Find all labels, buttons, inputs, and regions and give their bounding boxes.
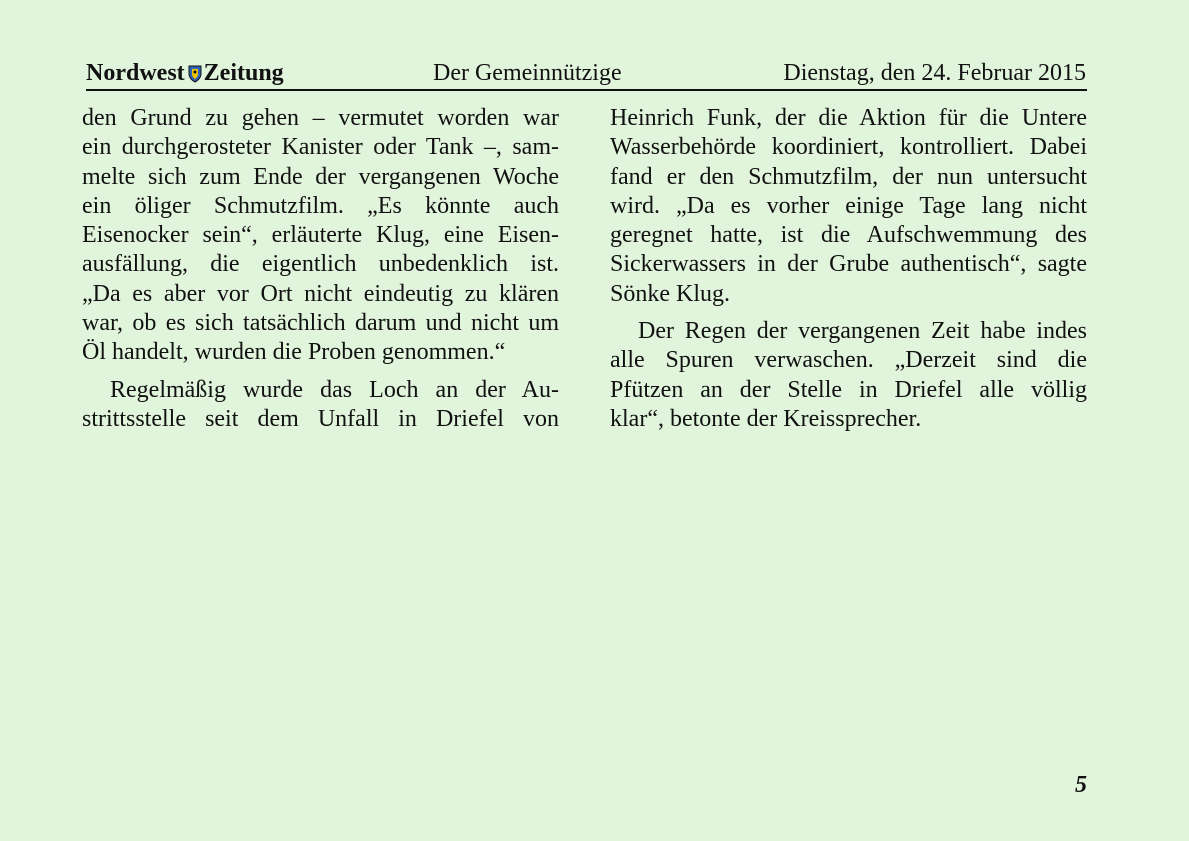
text-line: geregnet hatte, ist die Aufschwemmung des — [610, 222, 1087, 249]
paragraph — [82, 376, 559, 435]
header-divider — [86, 89, 1087, 91]
text-line: „Da es aber vor Ort nicht eindeutig zu klären — [82, 280, 559, 307]
text-line: Sönke Klug. — [610, 280, 730, 307]
text-line: Eisenocker sein“, erläuterte Klug, eine Eisen- — [82, 222, 559, 249]
text-line: Öl handelt, wurden die Proben genommen.“ — [82, 339, 506, 366]
text-line: ein öliger Schmutzfilm. „Es könnte auch — [82, 192, 559, 219]
text-line: Pfützen an der Stelle in Driefel alle völlig — [610, 376, 1087, 403]
coat-of-arms-icon — [188, 61, 202, 91]
text-line: Sickerwassers in der Grube authentisch“, sagte — [610, 251, 1087, 278]
paragraph — [610, 104, 1087, 309]
text-line: Heinrich Funk, der die Aktion für die Untere — [610, 105, 1087, 131]
text-column-left — [82, 104, 559, 434]
text-line: Regelmäßig wurde das Loch an der Au- — [110, 376, 559, 403]
text-line: Wasserbehörde koordiniert, kontrolliert. Dabei — [610, 134, 1087, 161]
text-column-right — [610, 104, 1087, 434]
issue-date: Dienstag, den 24. Februar 2015 — [783, 60, 1086, 86]
text-line: ausfällung, die eigentlich unbedenklich ist. — [82, 251, 559, 278]
text-line: klar“, betonte der Kreissprecher. — [610, 405, 922, 432]
text-line: wird. „Da es vorher einige Tage lang nicht — [610, 192, 1087, 219]
text-line: melte sich zum Ende der vergangenen Woche — [82, 163, 559, 190]
paragraph — [610, 317, 1087, 434]
text-line: war, ob es sich tatsächlich darum und nicht um — [82, 310, 559, 337]
text-line: fand er den Schmutzfilm, der nun untersucht — [610, 163, 1087, 190]
text-line: alle Spuren verwaschen. „Derzeit sind die — [610, 347, 1087, 374]
section-title: Der Gemeinnützige — [433, 60, 622, 86]
text-line: strittsstelle seit dem Unfall in Driefel von — [82, 405, 559, 432]
text-line: Der Regen der vergangenen Zeit habe indes — [638, 318, 1087, 345]
paragraph — [82, 104, 559, 368]
page-number: 5 — [1075, 772, 1087, 798]
newspaper-masthead — [86, 58, 284, 91]
running-header — [86, 58, 1086, 88]
paragraph-spacing — [82, 368, 559, 376]
paragraph-spacing — [610, 309, 1087, 317]
text-line: ein durchgerosteter Kanister oder Tank –, sam- — [82, 134, 559, 161]
text-line: den Grund zu gehen – vermutet worden war — [82, 105, 559, 131]
masthead-name-part2: Zeitung — [203, 60, 284, 86]
masthead-name-part1: Nordwest — [86, 60, 185, 86]
